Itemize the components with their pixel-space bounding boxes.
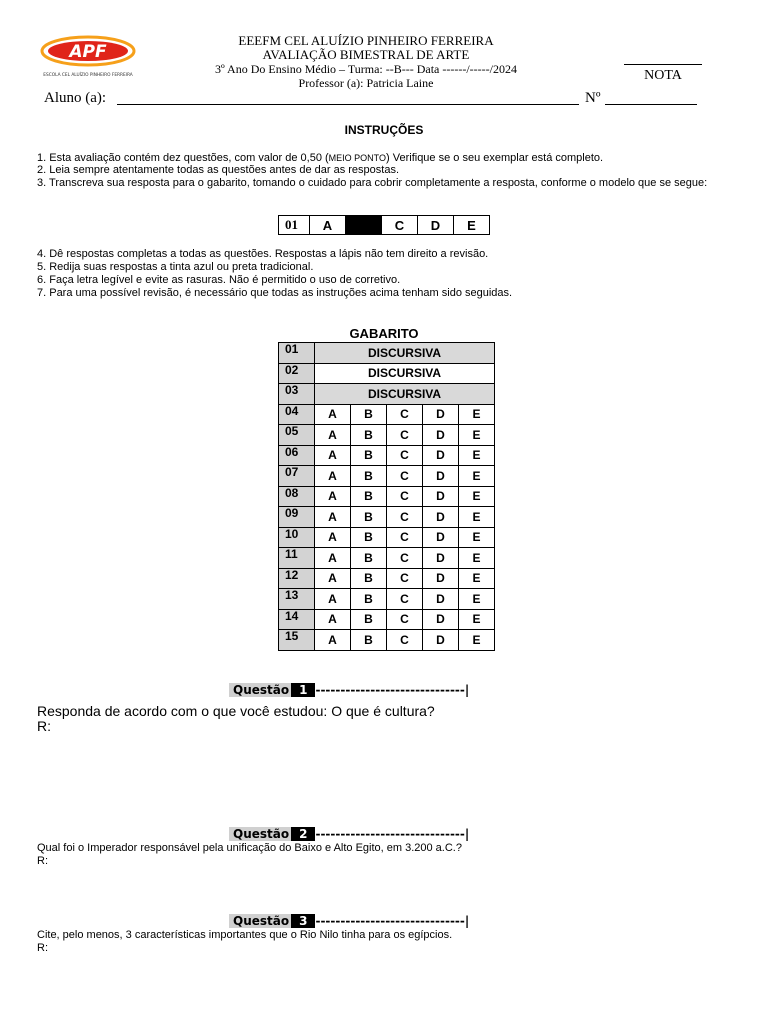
- example-option-filled: [346, 216, 382, 235]
- question-label: Questão: [229, 914, 291, 928]
- answer-option-bubble[interactable]: E: [459, 609, 495, 630]
- answer-option-bubble[interactable]: D: [423, 404, 459, 425]
- instruction-1: [37, 152, 731, 165]
- logo-caption: ESCOLA CEL ALUÍZIO PINHEIRO FERREIRA: [43, 73, 133, 78]
- answer-option-bubble[interactable]: E: [459, 404, 495, 425]
- answer-option-bubble[interactable]: C: [387, 630, 423, 651]
- example-option: A: [310, 216, 346, 235]
- answer-option-bubble[interactable]: B: [351, 548, 387, 569]
- instruction-6: 6. Faça letra legível e evite as rasuras. Não é permitido o uso de corretivo.: [37, 274, 401, 286]
- answer-sheet-row: [279, 343, 495, 364]
- answer-option-bubble[interactable]: D: [423, 507, 459, 528]
- answer-sheet-row: [279, 527, 495, 548]
- answer-option-bubble[interactable]: E: [459, 507, 495, 528]
- instruction-5: 5. Redija suas respostas a tinta azul ou preta tradicional.: [37, 261, 314, 273]
- answer-sheet-row: [279, 589, 495, 610]
- answer-option-bubble[interactable]: E: [459, 548, 495, 569]
- answer-option-bubble[interactable]: D: [423, 466, 459, 487]
- answer-option-bubble[interactable]: A: [315, 486, 351, 507]
- answer-option-bubble[interactable]: B: [351, 507, 387, 528]
- answer-option-bubble[interactable]: C: [387, 425, 423, 446]
- answer-option-bubble[interactable]: B: [351, 589, 387, 610]
- question-label: Questão: [229, 683, 291, 697]
- example-number: 01: [279, 216, 310, 235]
- question-divider: ------------------------------|: [315, 827, 470, 841]
- discursive-cell: DISCURSIVA: [315, 384, 495, 405]
- school-logo: [40, 34, 138, 80]
- answer-option-bubble[interactable]: B: [351, 425, 387, 446]
- instruction-3: 3. Transcreva sua resposta para o gabarito, tomando o cuidado para cobrir completamente a resposta, conforme o modelo que se segue:: [37, 177, 708, 189]
- answer-row-number: 06: [279, 445, 315, 466]
- answer-sheet-row: [279, 630, 495, 651]
- answer-row-number: 07: [279, 466, 315, 487]
- discursive-cell: DISCURSIVA: [315, 343, 495, 364]
- answer-option-bubble[interactable]: E: [459, 630, 495, 651]
- question-number: 3: [291, 914, 315, 928]
- answer-option-bubble[interactable]: B: [351, 630, 387, 651]
- question-divider: ------------------------------|: [315, 683, 470, 697]
- answer-sheet-title: GABARITO: [349, 326, 419, 341]
- answer-sheet-row: [279, 404, 495, 425]
- logo-text: APF: [69, 42, 107, 62]
- answer-row-number: 01: [279, 343, 315, 364]
- question-3-answer-label[interactable]: R:: [37, 942, 48, 954]
- answer-option-bubble[interactable]: B: [351, 445, 387, 466]
- question-1-header: [229, 683, 469, 697]
- answer-option-bubble[interactable]: B: [351, 568, 387, 589]
- answer-option-bubble[interactable]: A: [315, 507, 351, 528]
- answer-option-bubble[interactable]: E: [459, 486, 495, 507]
- example-option: D: [418, 216, 454, 235]
- answer-option-bubble[interactable]: C: [387, 466, 423, 487]
- logo-icon: [40, 34, 138, 80]
- instruction-1-part-a: 1. Esta avaliação contém dez questões, com valor de 0,50 (: [37, 152, 329, 164]
- answer-option-bubble[interactable]: D: [423, 548, 459, 569]
- answer-row-number: 09: [279, 507, 315, 528]
- answer-sheet-row: [279, 466, 495, 487]
- answer-sheet-row: [279, 486, 495, 507]
- answer-option-bubble[interactable]: D: [423, 568, 459, 589]
- answer-option-bubble[interactable]: B: [351, 609, 387, 630]
- discursive-cell: DISCURSIVA: [315, 363, 495, 384]
- answer-sheet-row: [279, 425, 495, 446]
- answer-option-bubble[interactable]: B: [351, 486, 387, 507]
- answer-option-bubble[interactable]: D: [423, 630, 459, 651]
- answer-option-bubble[interactable]: C: [387, 486, 423, 507]
- answer-option-bubble[interactable]: A: [315, 425, 351, 446]
- answer-option-bubble[interactable]: E: [459, 589, 495, 610]
- instruction-1-small: MEIO PONTO: [328, 153, 387, 163]
- question-2-text: Qual foi o Imperador responsável pela unificação do Baixo e Alto Egito, em 3.200 a.C.?: [37, 842, 462, 854]
- answer-option-bubble[interactable]: C: [387, 507, 423, 528]
- student-label: Aluno (a):: [44, 90, 107, 106]
- answer-sheet-row: [279, 568, 495, 589]
- answer-option-bubble[interactable]: D: [423, 609, 459, 630]
- instructions-title: INSTRUÇÕES: [344, 123, 424, 137]
- answer-option-bubble[interactable]: C: [387, 445, 423, 466]
- instruction-7: 7. Para uma possível revisão, é necessário que todas as instruções acima tenham sido seguidas.: [37, 287, 513, 299]
- answer-row-number: 14: [279, 609, 315, 630]
- question-number: 2: [291, 827, 315, 841]
- answer-option-bubble[interactable]: E: [459, 568, 495, 589]
- answer-option-bubble[interactable]: A: [315, 568, 351, 589]
- instruction-1-part-b: ) Verifique se o seu exemplar está completo.: [386, 152, 604, 164]
- answer-option-bubble[interactable]: A: [315, 404, 351, 425]
- answer-row-number: 03: [279, 384, 315, 405]
- question-label: Questão: [229, 827, 291, 841]
- answer-row-number: 08: [279, 486, 315, 507]
- example-option: C: [382, 216, 418, 235]
- instruction-2: 2. Leia sempre atentamente todas as questões antes de dar as respostas.: [37, 164, 400, 176]
- question-2-header: [229, 827, 469, 841]
- answer-option-bubble[interactable]: B: [351, 527, 387, 548]
- question-3-header: [229, 914, 469, 928]
- answer-row-number: 15: [279, 630, 315, 651]
- answer-sheet-table: [278, 342, 495, 651]
- example-answer-row: [278, 215, 490, 235]
- answer-option-bubble[interactable]: C: [387, 527, 423, 548]
- answer-row-number: 05: [279, 425, 315, 446]
- answer-sheet-row: [279, 609, 495, 630]
- answer-option-bubble[interactable]: A: [315, 466, 351, 487]
- answer-option-bubble[interactable]: E: [459, 425, 495, 446]
- answer-option-bubble[interactable]: C: [387, 589, 423, 610]
- answer-sheet-row: [279, 445, 495, 466]
- grade-label: NOTA: [644, 68, 682, 83]
- answer-option-bubble[interactable]: E: [459, 445, 495, 466]
- answer-option-bubble[interactable]: A: [315, 589, 351, 610]
- answer-option-bubble[interactable]: E: [459, 527, 495, 548]
- question-divider: ------------------------------|: [315, 914, 470, 928]
- answer-option-bubble[interactable]: D: [423, 486, 459, 507]
- answer-option-bubble[interactable]: B: [351, 466, 387, 487]
- answer-row-number: 04: [279, 404, 315, 425]
- answer-option-bubble[interactable]: C: [387, 568, 423, 589]
- answer-option-bubble[interactable]: A: [315, 630, 351, 651]
- class-line: 3º Ano Do Ensino Médio – Turma: --B--- Data ------/-----/2024: [215, 62, 517, 76]
- question-1-text: Responda de acordo com o que você estudou: O que é cultura?: [37, 703, 435, 719]
- answer-option-bubble[interactable]: A: [315, 445, 351, 466]
- student-name-blank[interactable]: [117, 104, 579, 105]
- example-option: E: [454, 216, 490, 235]
- answer-row-number: 13: [279, 589, 315, 610]
- answer-option-bubble[interactable]: D: [423, 527, 459, 548]
- answer-row-number: 11: [279, 548, 315, 569]
- instruction-4: 4. Dê respostas completas a todas as questões. Respostas a lápis não tem direito a revisão.: [37, 248, 489, 260]
- answer-option-bubble[interactable]: A: [315, 527, 351, 548]
- school-name: EEEFM CEL ALUÍZIO PINHEIRO FERREIRA: [238, 33, 494, 48]
- question-2-answer-label[interactable]: R:: [37, 855, 48, 867]
- answer-sheet-row: [279, 363, 495, 384]
- answer-sheet-row: [279, 507, 495, 528]
- question-3-text: Cite, pelo menos, 3 características importantes que o Rio Nilo tinha para os egípcios.: [37, 929, 453, 941]
- question-number: 1: [291, 683, 315, 697]
- answer-option-bubble[interactable]: C: [387, 404, 423, 425]
- answer-option-bubble[interactable]: E: [459, 466, 495, 487]
- answer-sheet-row: [279, 384, 495, 405]
- answer-option-bubble[interactable]: B: [351, 404, 387, 425]
- answer-option-bubble[interactable]: C: [387, 548, 423, 569]
- teacher-line: Professor (a): Patricia Laine: [298, 76, 434, 90]
- answer-option-bubble[interactable]: C: [387, 609, 423, 630]
- answer-option-bubble[interactable]: D: [423, 445, 459, 466]
- question-1-answer-label[interactable]: R:: [37, 718, 51, 734]
- answer-option-bubble[interactable]: A: [315, 609, 351, 630]
- answer-row-number: 12: [279, 568, 315, 589]
- answer-row-number: 10: [279, 527, 315, 548]
- grade-blank[interactable]: [624, 64, 702, 65]
- exam-title: AVALIAÇÃO BIMESTRAL DE ARTE: [262, 47, 470, 62]
- answer-row-number: 02: [279, 363, 315, 384]
- answer-option-bubble[interactable]: A: [315, 548, 351, 569]
- number-label: Nº: [585, 90, 601, 106]
- student-number-blank[interactable]: [605, 104, 697, 105]
- answer-option-bubble[interactable]: D: [423, 425, 459, 446]
- answer-sheet-row: [279, 548, 495, 569]
- answer-option-bubble[interactable]: D: [423, 589, 459, 610]
